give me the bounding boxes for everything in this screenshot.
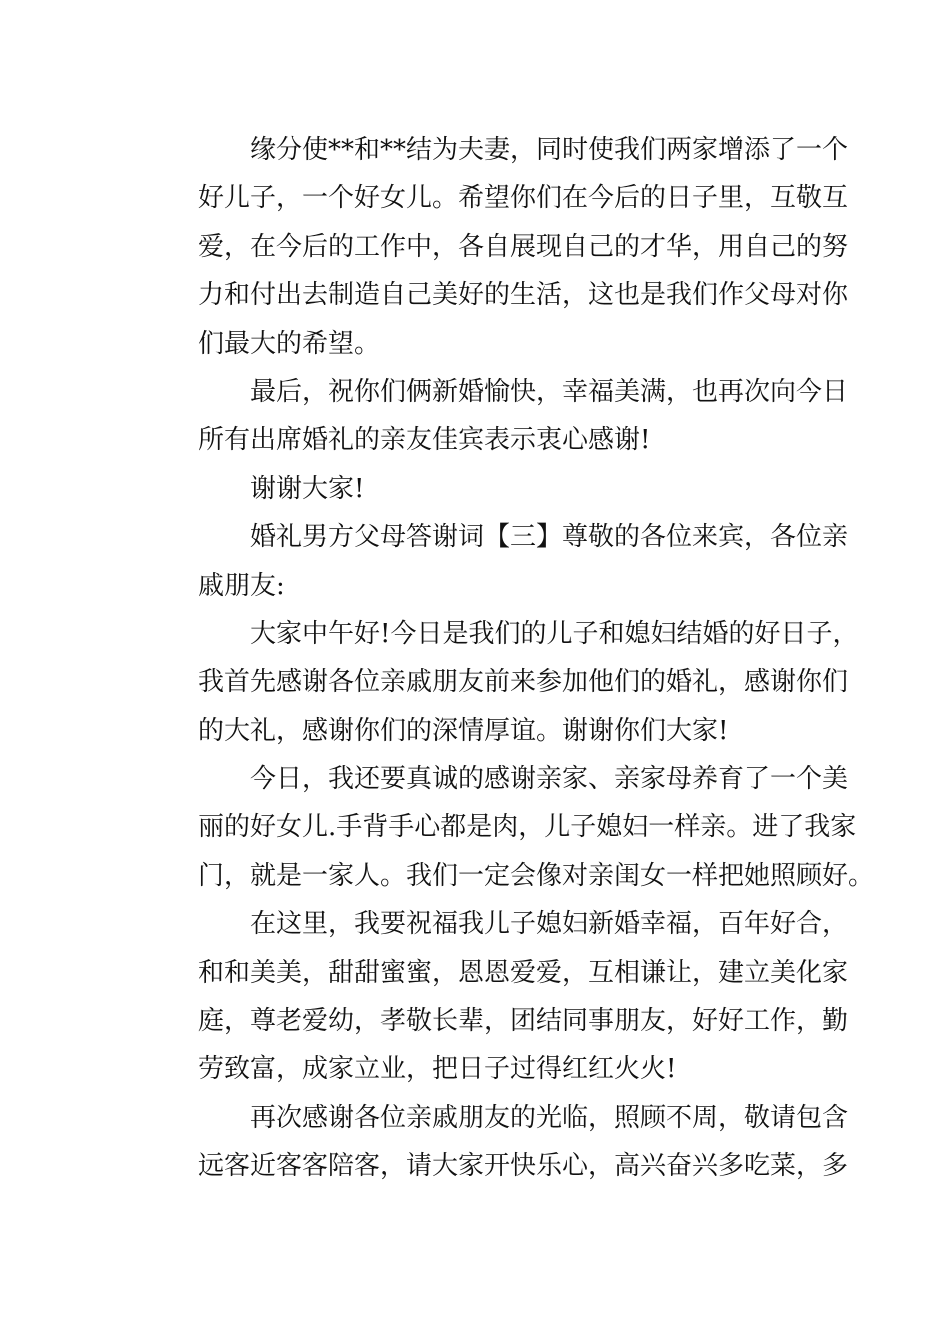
text-line: 缘分使**和**结为夫妻，同时使我们两家增添了一个 [250, 135, 849, 165]
text-line: 远客近客客陪客，请大家开快乐心，高兴奋兴多吃菜，多 [198, 1151, 849, 1182]
text-line: 的大礼，感谢你们的深情厚谊。谢谢你们大家! [198, 715, 729, 746]
paragraph-thanks [146, 465, 810, 513]
paragraph-greeting [146, 610, 859, 755]
paragraph-closing-wishes [146, 368, 849, 465]
text-line: 力和付出去制造自己美好的生活，这也是我们作父母对你 [198, 280, 849, 311]
text-line: 爱，在今后的工作中，各自展现自己的才华，用自己的努 [198, 231, 849, 262]
text-line: 戚朋友: [198, 570, 285, 601]
text-line: 在这里，我要祝福我儿子媳妇新婚幸福，百年好合， [250, 909, 849, 940]
text-line: 好儿子，一个好女儿。希望你们在今后的日子里，互敬互 [198, 183, 849, 214]
text-line: 门，就是一家人。我们一定会像对亲闺女一样把她照顾好。 [198, 860, 875, 891]
paragraph-wishes-couple [146, 900, 849, 1094]
text-line: 谢谢大家! [250, 473, 365, 504]
paragraph-blessing [146, 126, 849, 368]
document-body [146, 126, 875, 1191]
text-line: 劳致富，成家立业，把日子过得红红火火! [198, 1054, 677, 1085]
paragraph-thanks-in-laws [146, 755, 875, 900]
paragraph-final-thanks [146, 1094, 849, 1191]
text-line: 庭，尊老爱幼，孝敬长辈，团结同事朋友，好好工作，勤 [198, 1006, 849, 1037]
text-line: 婚礼男方父母答谢词【三】尊敬的各位来宾，各位亲 [250, 522, 849, 553]
text-line: 今日，我还要真诚的感谢亲家、亲家母养育了一个美 [250, 764, 849, 795]
text-line: 最后，祝你们俩新婚愉快，幸福美满，也再次向今日 [250, 376, 849, 407]
text-line: 丽的好女儿.手背手心都是肉，儿子媳妇一样亲。进了我家 [198, 812, 857, 843]
text-line: 和和美美，甜甜蜜蜜，恩恩爱爱，互相谦让，建立美化家 [198, 957, 849, 988]
text-line: 再次感谢各位亲戚朋友的光临，照顾不周，敬请包含 [250, 1102, 849, 1133]
paragraph-section-heading [146, 513, 849, 610]
text-line: 所有出席婚礼的亲友佳宾表示衷心感谢! [198, 425, 651, 456]
text-line: 们最大的希望。 [198, 328, 381, 359]
text-line: 大家中午好!今日是我们的儿子和媳妇结婚的好日子， [250, 618, 859, 649]
text-line: 我首先感谢各位亲戚朋友前来参加他们的婚礼，感谢你们 [198, 667, 849, 698]
